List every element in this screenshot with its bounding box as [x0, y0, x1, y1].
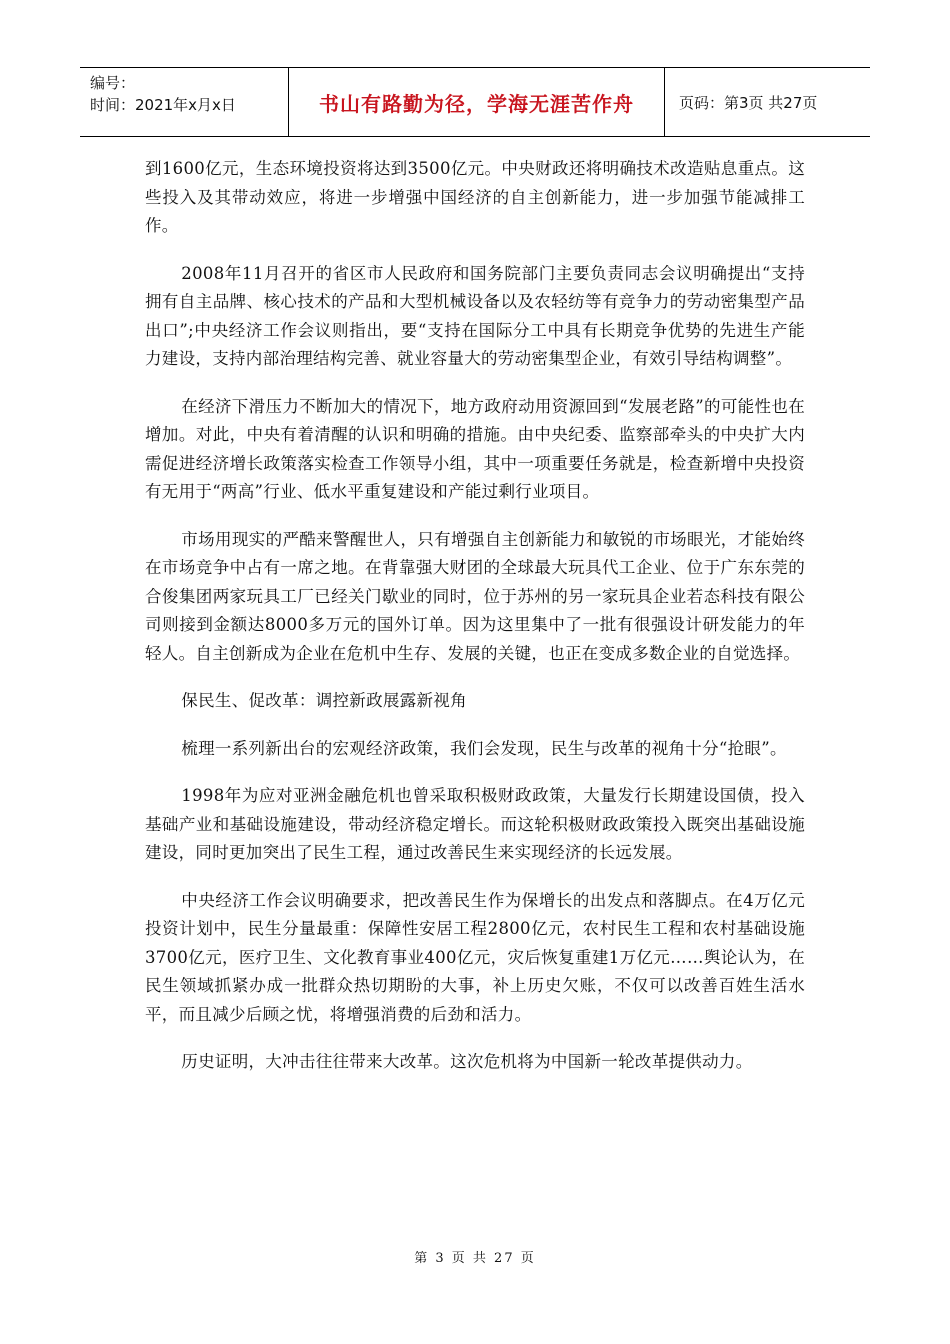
- paragraph-8: 历史证明，大冲击往往带来大改革。这次危机将为中国新一轮改革提供动力。: [181, 1052, 753, 1071]
- page-header: [80, 67, 870, 137]
- paragraph-7: 中央经济工作会议明确要求，把改善民生作为保增长的出发点和落脚点。在4万亿元投资计划中，民生分量最重：保障性安居工程2800亿元，农村民生工程和农村基础设施3700亿元，医疗卫生、文化教育事业400亿元，灾后恢复重建1万亿元……舆论认为，在民生领域抓紧办成一批群众热切期盼的大事，补上历史欠账，不仅可以改善百姓生活水平，而且减少后顾之忧，将增强消费的后劲和活力。: [145, 890, 805, 1024]
- paragraph-4: 市场用现实的严酷来警醒世人，只有增强自主创新能力和敏锐的市场眼光，才能始终在市场竞争中占有一席之地。在背靠强大财团的全球最大玩具代工企业、位于广东东莞的合俊集团两家玩具工厂已经关门歇业的同时，位于苏州的另一家玩具企业若态科技有限公司则接到金额达8000多万元的国外订单。因为这里集中了一批有很强设计研发能力的年轻人。自主创新成为企业在危机中生存、发展的关键，也正在变成多数企业的自觉选择。: [145, 529, 805, 663]
- section-heading: 保民生、促改革：调控新政展露新视角: [181, 691, 467, 710]
- paragraph-2: 2008年11月召开的省区市人民政府和国务院部门主要负责同志会议明确提出“支持拥有自主品牌、核心技术的产品和大型机械设备以及农轻纺等有竞争力的劳动密集型产品出口”;中央经济工作会议则指出，要“支持在国际分工中具有长期竞争优势的先进生产能力建设，支持内部治理结构完善、就业容量大的劳动密集型企业，有效引导结构调整”。: [145, 263, 805, 368]
- header-motto: [289, 68, 665, 136]
- paragraph-5: 梳理一系列新出台的宏观经济政策，我们会发现，民生与改革的视角十分“抢眼”。: [181, 738, 787, 758]
- serial-number-label: 编号：: [90, 74, 136, 92]
- footer-page-number: 第 3 页 共 27 页: [414, 1251, 536, 1266]
- paragraph-3: 在经济下滑压力不断加大的情况下，地方政府动用资源回到“发展老路”的可能性也在增加。对此，中央有着清醒的认识和明确的措施。由中央纪委、监察部牵头的中央扩大内需促进经济增长政策落实检查工作领导小组，其中一项重要任务就是，检查新增中央投资有无用于“两高”行业、低水平重复建设和产能过剩行业项目。: [145, 396, 805, 501]
- page-info-text: 页码：第3页 共27页: [679, 93, 818, 112]
- paragraph-1: 到1600亿元，生态环境投资将达到3500亿元。中央财政还将明确技术改造贴息重点。这些投入及其带动效应，将进一步增强中国经济的自主创新能力，进一步加强节能减排工作。: [145, 159, 805, 235]
- page-footer: [0, 1247, 950, 1266]
- document-body: [145, 155, 805, 1096]
- header-meta: [80, 68, 289, 136]
- motto-text: 书山有路勤为径，学海无涯苦作舟: [319, 91, 634, 116]
- paragraph-6: 1998年为应对亚洲金融危机也曾采取积极财政政策，大量发行长期建设国债，投入基础产业和基础设施建设，带动经济稳定增长。而这轮积极财政政策投入既突出基础设施建设，同时更加突出了民生工程，通过改善民生来实现经济的长远发展。: [145, 786, 805, 862]
- header-page-info: [665, 68, 870, 136]
- date-label: 时间：2021年x月x日: [90, 96, 236, 114]
